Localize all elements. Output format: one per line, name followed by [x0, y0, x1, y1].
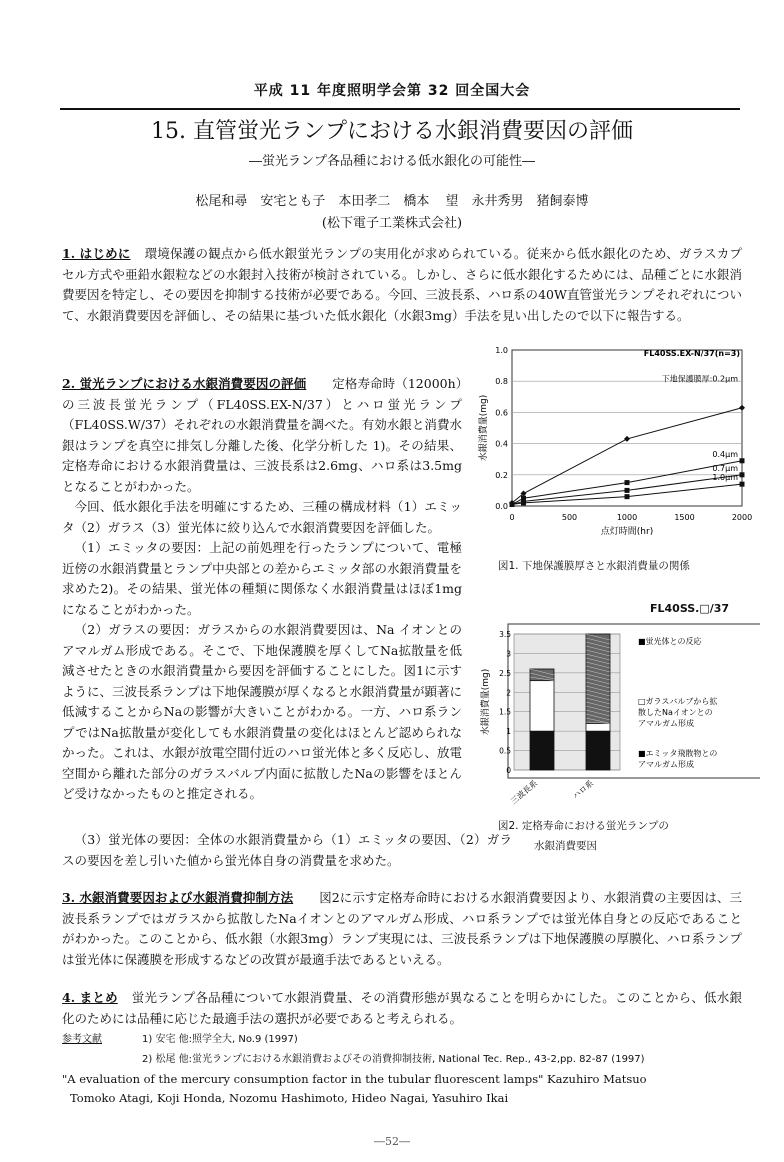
fig2-ytick-label: 0.5 — [499, 746, 511, 756]
fig2-ytick-label: 0 — [506, 766, 511, 775]
fig1-ytick-label: 0.0 — [495, 502, 508, 511]
fig2-ytick-label: 3 — [506, 649, 511, 659]
english-title-line-1: "A evaluation of the mercury consumption factor in the tubular fluorescent lamps" Kazuhiro Matsuo — [62, 1072, 647, 1086]
fig2-ytick-label: 1.5 — [499, 707, 511, 717]
references-label: 参考文献 — [62, 1034, 102, 1045]
fig1-ytick-label: 1.0 — [495, 346, 508, 355]
fig1-ytick-label: 0.6 — [495, 408, 508, 418]
fig2-ylabel: 水銀消費量(mg) — [481, 668, 491, 736]
fig2-legend-text: ■エミッタ飛散物との — [638, 749, 718, 758]
fig1-ytick-label: 0.2 — [495, 470, 508, 480]
fig1-title: FL40SS.EX-N/37(n=3) — [643, 349, 740, 358]
english-title-line-2: Tomoko Atagi, Koji Honda, Nozomu Hashimoto, Hideo Nagai, Yasuhiro Ikai — [70, 1091, 509, 1105]
paper-title: 15. 直管蛍光ランプにおける水銀消費要因の評価 — [151, 119, 633, 144]
paper-subtitle: ―蛍光ランプ各品種における低水銀化の可能性― — [248, 154, 535, 169]
fig2-ytick-label: 2.5 — [499, 668, 511, 678]
affiliation: (松下電子工業株式会社) — [321, 216, 463, 231]
conference-title: 平成 11 年度照明学会第 32 回全国大会 — [253, 83, 531, 99]
section-3 — [62, 888, 742, 970]
fig2-legend-text: 散したNaイオンとの — [638, 708, 713, 717]
figure-2-caption-1: 図2. 定格寿命における蛍光ランプの — [498, 820, 669, 832]
section-2-p4: （2）ガラスの要因：ガラスからの水銀消費要因は、Na イオンとのアマルガム形成である。そこで、下地保護膜を厚くしてNa拡散量を低減させたときの水銀消費量から要因を評価することにした。図1に示すように、三波長系ランプは下地保護膜が厚くなると水銀消費量が顕著に低減することからNaの影響が大きいことがわかる。一方、ハロ系ランプではNa拡散量が変化しても水銀消費量の変化はほとんど認められなかった。これは、水銀が放電空間付近のハロ蛍光体と多く反応し、放電空間から離れた部分のガラスバルブ内面に拡散したNaの影響をほとんど受けなかったものと推定される。 — [62, 622, 463, 801]
fig2-ytick-label: 1 — [506, 727, 511, 737]
fig1-series-label: 0.4μm — [712, 449, 738, 459]
fig2-ytick-label: 2 — [506, 688, 511, 698]
section-4 — [62, 988, 742, 1029]
fig1-data-point — [521, 500, 526, 505]
fig1-data-point — [625, 480, 630, 485]
reference-2: 2) 松尾 他:蛍光ランプにおける水銀消費およびその消費抑制技術, National Tec. Rep., 43-2,pp. 82-87 (1997) — [142, 1054, 645, 1065]
fig1-series-label: 下地保護膜厚:0.2μm — [661, 374, 738, 384]
section-3-body: 図2に示す定格寿命時における水銀消費要因より、水銀消費の主要因は、三波長系ランプではガラスから拡散したNaイオンとのアマルガム形成、ハロ系ランプでは蛍光体自身との反応であることがわかった。このことから、低水銀（水銀3mg）ランプ実現には、三波長系ランプは下地保護膜の厚膜化、ハロ系ランプは蛍光体に保護膜を形成するなどの改質が最適手法であるといえる。 — [62, 890, 742, 967]
fig1-ylabel: 水銀消費量(mg) — [479, 394, 489, 462]
fig2-category-label: ハロ系 — [571, 778, 596, 801]
fig1-xtick-label: 2000 — [731, 513, 753, 522]
fig2-bar-segment — [586, 723, 610, 731]
fig1-xtick-label: 1000 — [616, 513, 638, 522]
fig1-xlabel: 点灯時間(hr) — [600, 527, 654, 537]
section-1-heading: 1. はじめに — [62, 246, 131, 261]
fig1-data-point — [739, 405, 745, 411]
english-title — [62, 1070, 742, 1108]
fig2-legend-text: ■蛍光体との反応 — [638, 637, 702, 646]
fig2-bar-segment — [586, 731, 610, 770]
fig1-data-point — [625, 488, 630, 493]
section-2-heading: 2. 蛍光ランプにおける水銀消費要因の評価 — [62, 376, 307, 391]
fig1-xtick-label: 0 — [509, 513, 515, 522]
fig1-xtick-label: 1500 — [674, 513, 695, 522]
fig2-ytick-label: 3.5 — [499, 630, 511, 639]
figure-2-caption-2: 水銀消費要因 — [534, 840, 597, 852]
fig2-legend-text: □ガラスバルブから拡 — [638, 697, 718, 706]
section-1-body: 環境保護の観点から低水銀蛍光ランプの実用化が求められている。従来から低水銀化のため、ガラスカプセル方式や亜鉛水銀粒などの水銀封入技術が検討されている。しかし、さらに低水銀化するためには、品種ごとに水銀消費要因を特定し、その要因を抑制する技術が必要である。今回、三波長系、ハロ系の40W直管蛍光ランプそれぞれについて、水銀消費要因を評価し、その結果に基づいた低水銀化（水銀3mg）手法を見い出したので以下に報告する。 — [62, 246, 742, 323]
fig2-category-label: 三波長系 — [508, 778, 540, 807]
figure-2-chart — [470, 620, 760, 820]
references — [62, 1030, 742, 1066]
reference-1: 1) 安宅 他:照学全大, No.9 (1997) — [142, 1034, 298, 1045]
authors: 松尾和尋 安宅とも子 本田孝二 橋本 望 永井秀男 猪飼泰博 — [195, 194, 589, 209]
section-2-p5: （3）蛍光体の要因：全体の水銀消費量から（1）エミッタの要因、（2）ガラスの要因を差し引いた値から蛍光体自身の消費量を求めた。 — [62, 832, 512, 868]
fig1-data-point — [740, 472, 745, 477]
fig2-legend-text: アマルガム形成 — [638, 760, 694, 769]
fig1-data-point — [625, 494, 630, 499]
fig1-ytick-label: 0.4 — [495, 439, 508, 449]
fig1-data-point — [740, 458, 745, 463]
figure-1-caption: 図1. 下地保護膜厚さと水銀消費量の関係 — [498, 560, 690, 572]
fig1-series-label: 0.7μm — [712, 463, 738, 473]
section-2-p5-wrap — [62, 830, 512, 871]
figure-1-chart — [470, 338, 760, 578]
section-2-p1: 定格寿命時（12000h）の三波長蛍光ランプ（FL40SS.EX-N/37）とハロ蛍光ランプ（FL40SS.W/37）それぞれの水銀消費量を調べた。有効水銀と消費水銀はランプを真空に排気し分離した後、化学分析した 1)。その結果、定格寿命における水銀消費量は、三波長系は2.6mg、ハロ系は3.5mgとなることがわかった。 — [62, 376, 462, 494]
fig1-ytick-label: 0.8 — [495, 377, 508, 387]
fig1-series-label: 1.0μm — [712, 473, 738, 483]
section-4-heading: 4. まとめ — [62, 990, 118, 1005]
section-2 — [62, 374, 462, 805]
section-4-body: 蛍光ランプ各品種について水銀消費量、その消費形態が異なることを明らかにした。このことから、低水銀化のためには品種に応じた最適手法の選択が必要であると考えられる。 — [62, 990, 742, 1026]
section-2-p3: （1）エミッタの要因：上記の前処理を行ったランプについて、電極近傍の水銀消費量とランプ中央部との差からエミッタ部の水銀消費量を求めた2)。その結果、蛍光体の種類に関係なく水銀消費量はほぼ1mgになることがわかった。 — [62, 540, 462, 617]
section-3-heading: 3. 水銀消費要因および水銀消費抑制方法 — [62, 890, 294, 905]
section-2-p2: 今回、低水銀化手法を明確にするため、三種の構成材料（1）エミッタ（2）ガラス（3）蛍光体に絞り込んで水銀消費要因を評価した。 — [62, 499, 462, 535]
fig2-bar-segment — [530, 731, 554, 770]
fig1-xtick-label: 500 — [561, 513, 578, 522]
fig1-data-point — [624, 436, 630, 442]
figure-2-title: FL40SS.□/37 — [650, 602, 730, 615]
fig2-bar-segment — [530, 681, 554, 732]
fig1-data-point — [510, 502, 515, 507]
header-rule — [60, 108, 740, 110]
fig1-data-point — [740, 482, 745, 487]
fig2-legend-text: アマルガム形成 — [638, 719, 694, 728]
page-number: ―52― — [374, 1135, 410, 1148]
section-1 — [62, 244, 742, 326]
